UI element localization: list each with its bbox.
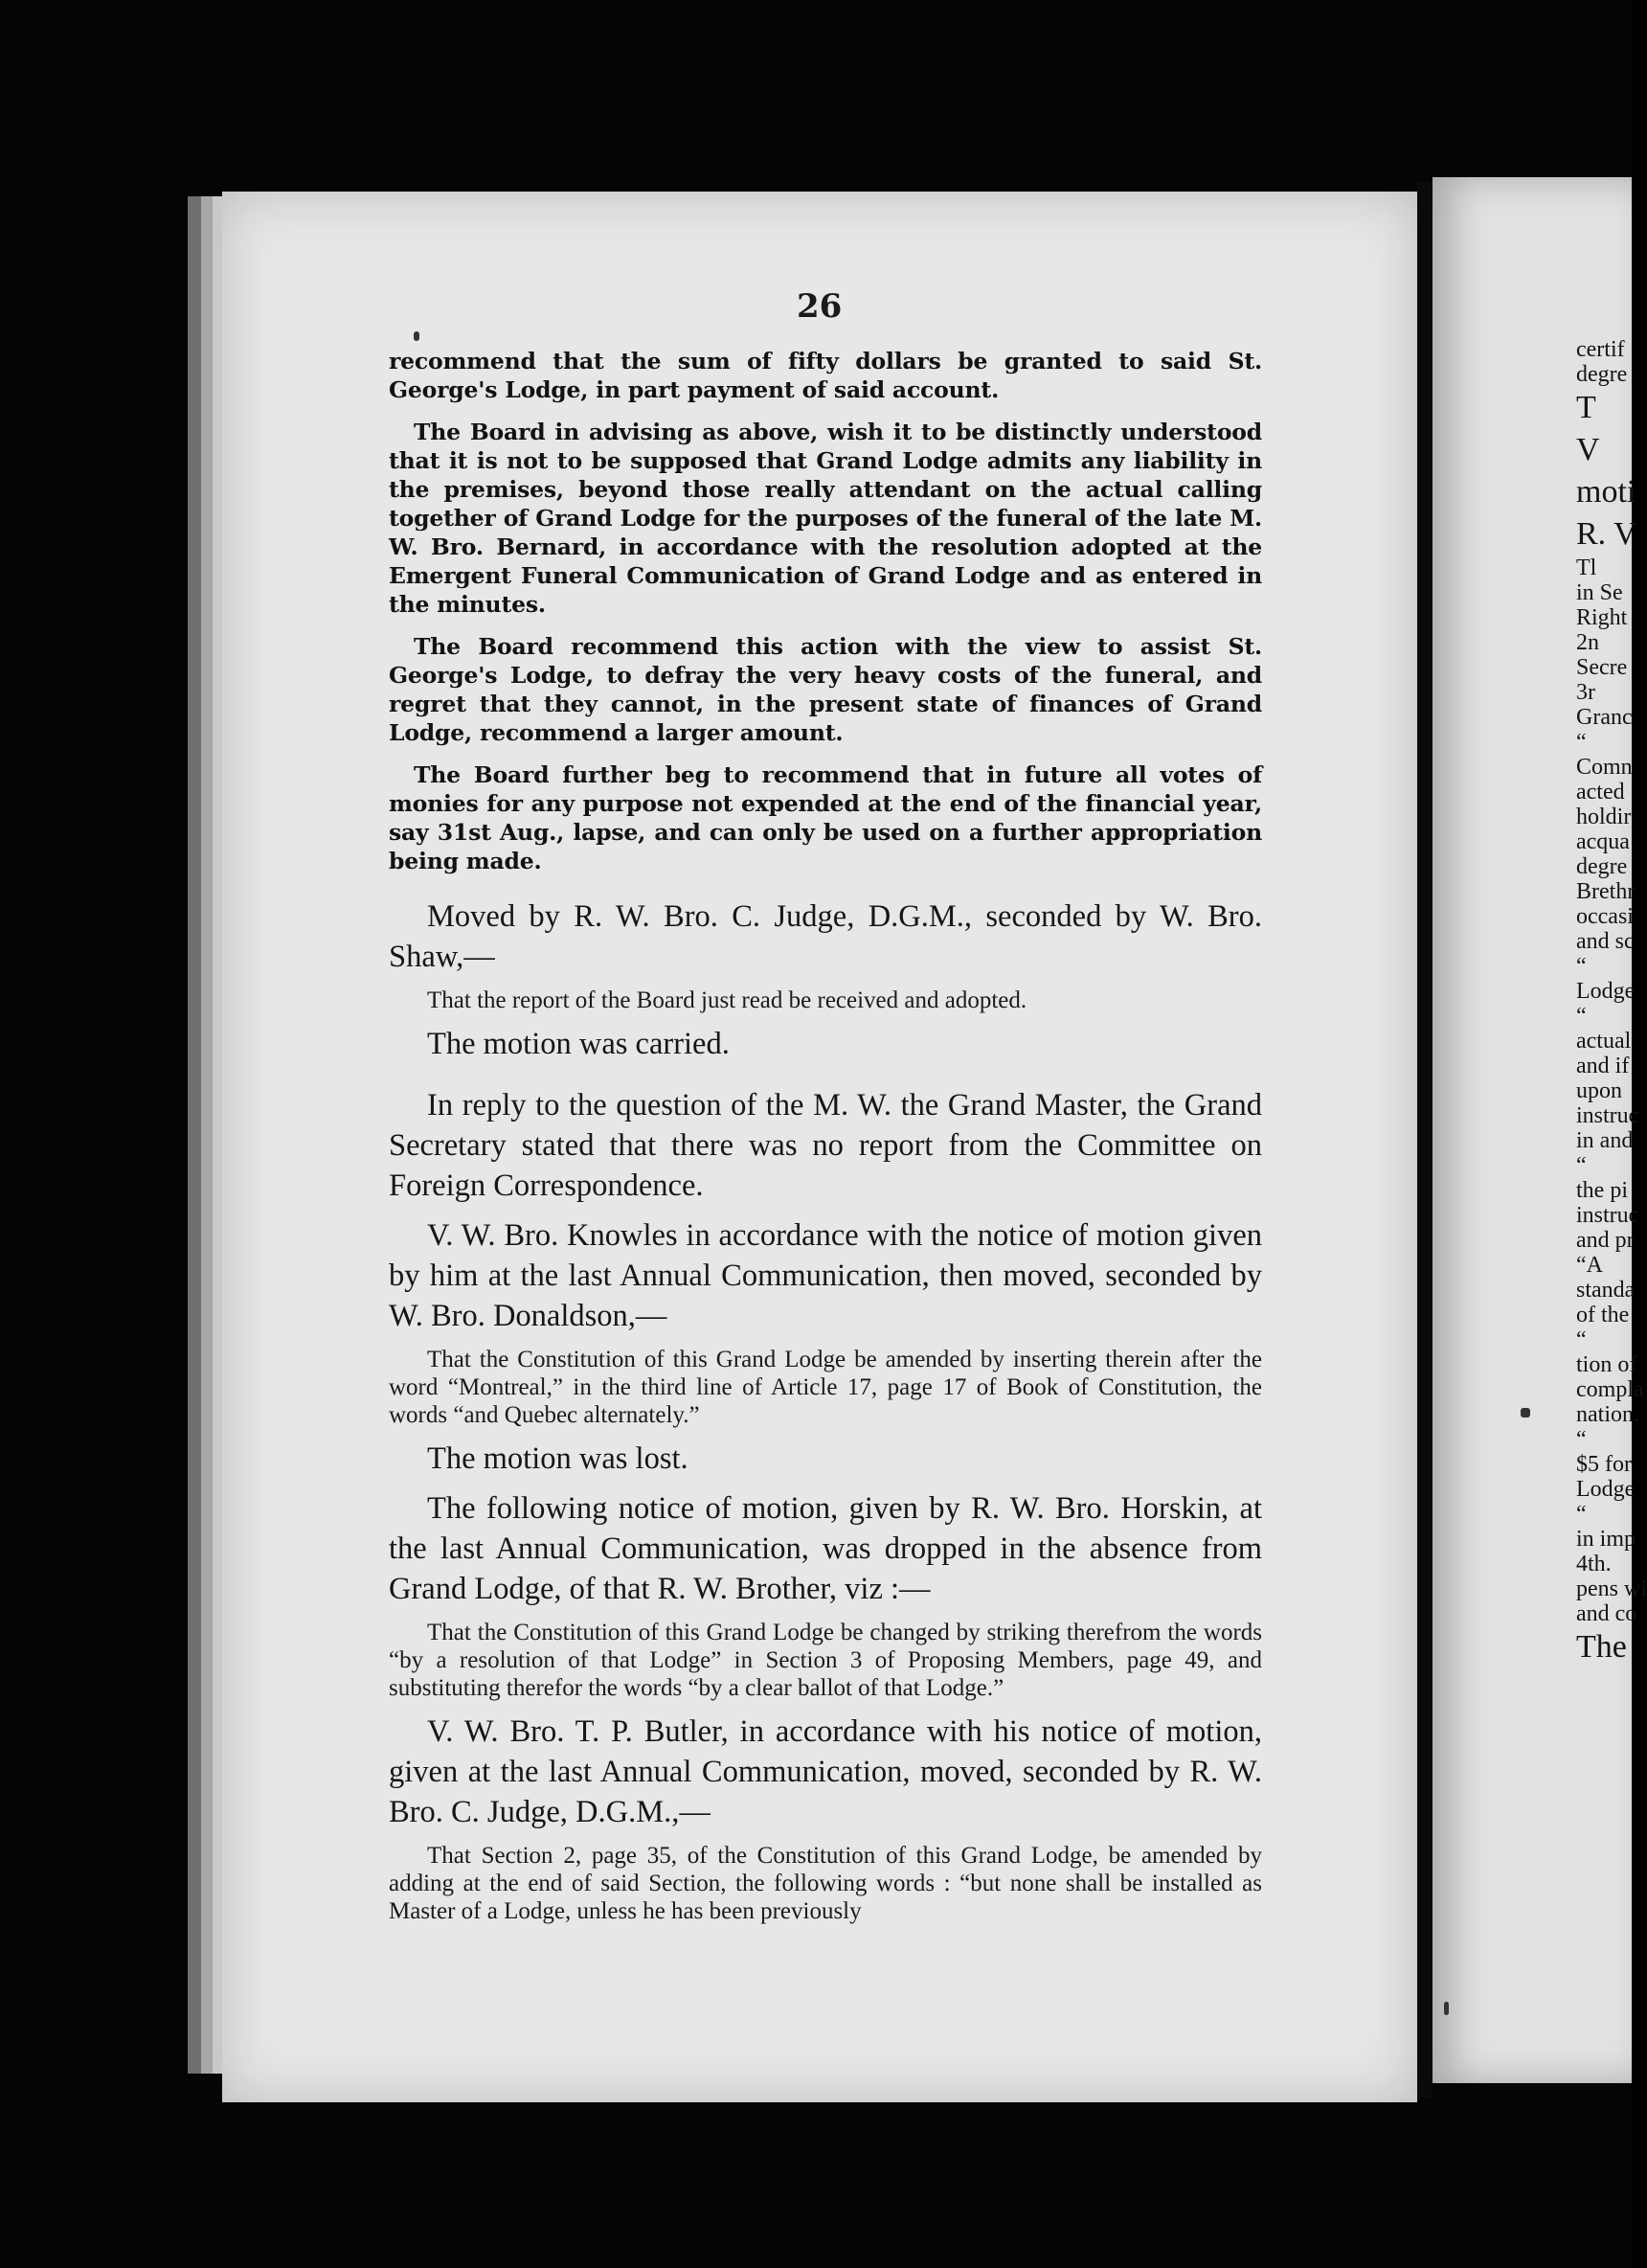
notice-horskin: The following notice of motion, given by R. W. Bro. Horskin, at the last Annual Communication, was dropped in the absence from Grand Lodge, of that R. W. Brother, viz :— (389, 1491, 1262, 1606)
facing-page-line: instruc (1576, 1203, 1639, 1228)
facing-page-line: and sc (1576, 929, 1635, 954)
facing-page-line: “A (1576, 1253, 1603, 1278)
facing-page-line: Lodge (1576, 1477, 1636, 1502)
facing-page-line: Comn (1576, 755, 1633, 780)
ink-speck (1444, 2002, 1449, 2015)
facing-page-fragments (1576, 337, 1647, 1668)
facing-page-line: pens wi (1576, 1576, 1647, 1601)
resolution-knowles: That the Constitution of this Grand Lodge be amended by inserting therein after the word “Montreal,” in the third line of Article 17, page 17 of Book of Constitution, the words “and Quebec alternately.” (389, 1347, 1262, 1428)
facing-page-line: Tl (1576, 556, 1597, 580)
board-report-paragraph: The Board recommend this action with the view to assist St. George's Lodge, to defray the very heavy costs of the funeral, and regret that they cannot, in the present state of finances of Grand Lodge, recommend a larger amount. (389, 633, 1262, 746)
facing-page-line: compla (1576, 1377, 1644, 1402)
facing-page-line: upon (1576, 1078, 1622, 1103)
facing-page-line: and pr (1576, 1228, 1635, 1253)
facing-page-line: nation. (1576, 1402, 1639, 1427)
motion-judge: Moved by R. W. Bro. C. Judge, D.G.M., seconded by W. Bro. Shaw,— (389, 899, 1262, 974)
board-report-paragraph: The Board in advising as above, wish it to be distinctly understood that it is not to be supposed that Grand Lodge admits any liability in the premises, beyond those really attendant on the actual calling together of Grand Lodge for the purposes of the funeral of the late M. W. Bro. Bernard, in accordance with the resolution adopted at the Emergent Funeral Communication of Grand Lodge and as entered in the minutes. (389, 419, 1262, 618)
facing-page-line: and co (1576, 1601, 1637, 1626)
facing-page-line: acted (1576, 780, 1625, 805)
facing-page-line: Right (1576, 605, 1628, 630)
facing-page-line: “ (1576, 954, 1587, 979)
page-edge (201, 196, 213, 2074)
facing-page-line: in imp (1576, 1527, 1636, 1552)
ink-speck (414, 331, 419, 341)
board-report-paragraph: recommend that the sum of fifty dollars be granted to said St. George's Lodge, in part payment of said account. (389, 348, 1262, 403)
facing-page-line: Brethr (1576, 879, 1636, 904)
facing-page-line: The (1576, 1629, 1627, 1665)
facing-page-line: in and (1576, 1128, 1634, 1153)
facing-page-line: actual (1576, 1029, 1632, 1054)
facing-page-line: occasi (1576, 904, 1634, 929)
facing-page-line: and if (1576, 1054, 1630, 1078)
facing-page-line: Lodge (1576, 979, 1636, 1004)
facing-page-line: degre (1576, 362, 1628, 387)
facing-page-line: standa (1576, 1278, 1636, 1303)
book-gutter (1417, 182, 1433, 2098)
facing-page-line: moti (1576, 474, 1636, 510)
motion-result: The motion was carried. (427, 1027, 730, 1061)
facing-page-line: 3r (1576, 680, 1595, 705)
foreign-correspondence-note: In reply to the question of the M. W. the Grand Master, the Grand Secretary stated that there was no report from the Committee on Foreign Correspondence. (389, 1088, 1262, 1203)
page-edge (188, 196, 201, 2074)
resolution-report-adopted: That the report of the Board just read be received and adopted. (427, 987, 1027, 1013)
facing-page-line: in Se (1576, 580, 1623, 605)
facing-page-line: “ (1576, 730, 1587, 755)
facing-page-line: 2n (1576, 630, 1599, 655)
facing-page-line: Secre (1576, 655, 1628, 680)
facing-page-line: instruc (1576, 1103, 1639, 1128)
page-edge (213, 196, 222, 2074)
facing-page-line: “ (1576, 1153, 1587, 1178)
ink-speck (1521, 1408, 1530, 1418)
motion-knowles: V. W. Bro. Knowles in accordance with the notice of motion given by him at the last Annual Communication, then moved, seconded by W. Bro. Donaldson,— (389, 1218, 1262, 1333)
facing-page-line: V (1576, 432, 1600, 467)
facing-page-line: “ (1576, 1327, 1587, 1352)
board-report-paragraph: The Board further beg to recommend that in future all votes of monies for any purpose not expended at the end of the financial year, say 31st Aug., lapse, and can only be used on a further appropriation being made. (389, 761, 1262, 874)
facing-page-line: holdir (1576, 805, 1632, 829)
page-number: 26 (797, 287, 843, 326)
facing-page-line: T (1576, 390, 1596, 425)
facing-page-line: Granc (1576, 705, 1633, 730)
motion-result: The motion was lost. (427, 1441, 688, 1476)
page-text (389, 347, 1262, 1935)
facing-page-line: $5 for (1576, 1452, 1632, 1477)
facing-page-line: of the (1576, 1303, 1630, 1327)
facing-page-line: acqua (1576, 829, 1630, 854)
facing-page-line: “ (1576, 1004, 1587, 1029)
board-report (389, 347, 1262, 875)
facing-page-line: tion of (1576, 1352, 1637, 1377)
facing-page-line: the pi (1576, 1178, 1628, 1203)
resolution-butler: That Section 2, page 35, of the Constitution of this Grand Lodge, be amended by adding at the end of said Section, the following words : “but none shall be installed as Master of a Lodge, unless he has been previously (389, 1843, 1262, 1924)
facing-page-line: R. V (1576, 516, 1637, 552)
facing-page-line: certif (1576, 337, 1625, 362)
facing-page-line: “ (1576, 1502, 1587, 1527)
facing-page-line: degre (1576, 854, 1628, 879)
motion-butler: V. W. Bro. T. P. Butler, in accordance with his notice of motion, given at the last Annual Communication, moved, seconded by R. W. Bro. C. Judge, D.G.M.,— (389, 1714, 1262, 1829)
facing-page-line: 4th. (1576, 1552, 1612, 1576)
resolution-horskin: That the Constitution of this Grand Lodge be changed by striking therefrom the words “by a resolution of that Lodge” in Section 3 of Proposing Members, page 49, and substituting therefor the words “by a clear ballot of that Lodge.” (389, 1620, 1262, 1701)
facing-page-line: “ (1576, 1427, 1587, 1452)
